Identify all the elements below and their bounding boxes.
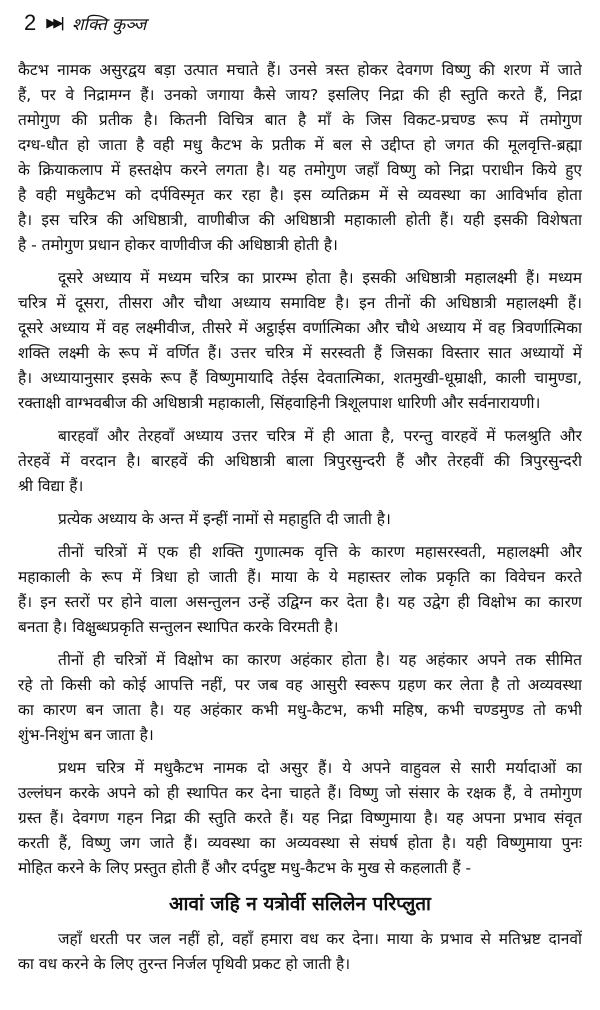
text-line: तीनों चरित्रों में एक ही शक्ति गुणात्मक वृत्ति के कारण महासरस्वती, महालक्ष्मी और xyxy=(58,543,582,561)
page-number: 2 xyxy=(24,10,37,35)
text-line: रहे तो किसी को कोई आपत्ति नहीं, पर जब वह आसुरी स्वरूप ग्रहण कर लेता है तो अव्यवस्था xyxy=(18,676,582,694)
verse-heading: आवां जहि न यत्रोर्वी सलिलेन परिप्लुता xyxy=(169,893,431,915)
text-line: दूसरे अध्याय में वह लक्ष्मीवीज, तीसरे में अट्ठाईस वर्णात्मिका और चौथे अध्याय में वह त्रिवर्णात्मिका xyxy=(18,319,582,337)
text-line: बारहवाँ और तेरहवाँ अध्याय उत्तर चरित्र में ही आता है, परन्तु वारहवें में फलश्रुति और xyxy=(58,427,582,445)
text-line: का वध करने के लिए तुरन्त निर्जल पृथिवी प्रकट हो जाती है। xyxy=(18,955,351,973)
text-line: महाकाली के रूप में त्रिधा हो जाती हैं। माया के ये महास्तर लोक प्रकृति का विवेचन करते xyxy=(18,568,582,586)
text-line: प्रत्येक अध्याय के अन्त में इन्हीं नामों से महाहुति दी जाती है। xyxy=(58,510,391,528)
text-line: प्रथम चरित्र में मधुकैटभ नामक दो असुर हैं। ये अपने वाहुवल से सारी मर्यादाओं का xyxy=(58,759,582,777)
text-line: हैं, पर वे निद्रामग्न हैं। उनको जगाया कैसे जाय? इसलिए निद्रा की ही स्तुति करते हैं, निद्रा xyxy=(18,86,582,104)
text-line: हैं। इन स्तरों पर होने वाला असन्तुलन उन्हें उद्विग्न कर देता है। यह उद्वेग ही विक्षोभ का कारण xyxy=(18,593,582,611)
text-line: दूसरे अध्याय में मध्यम चरित्र का प्रारम्भ होता है। इसकी अधिष्ठात्री महालक्ष्मी हैं। मध्यम xyxy=(58,269,582,287)
text-line: करती हैं, विष्णु जग जाते हैं। व्यवस्था का अव्यवस्था से संघर्ष होता है। यही विष्णुमाया पुनः xyxy=(18,834,582,852)
text-line: है वही मधुकैटभ को दर्पविस्मृत कर रहा है। इस व्यतिक्रम में से व्यवस्था का आविर्भाव होता xyxy=(18,186,582,204)
text-line: चरित्र में दूसरा, तीसरा और चौथा अध्याय समाविष्ट है। इन तीनों की अधिष्ठात्री महालक्ष्मी हैं। xyxy=(18,294,582,312)
paragraph xyxy=(18,266,582,416)
text-line: उल्लंघन करके अपने को ही स्थापित कर देना चाहते हैं। विष्णु जो संसार के रक्षक हैं, वे तमोगुण xyxy=(18,784,582,802)
text-line: है - तमोगुण प्रधान होकर वाणीवीज की अधिष्ठात्री होती है। xyxy=(18,236,338,254)
text-line: शुंभ-निशुंभ बन जाता है। xyxy=(18,726,154,744)
paragraph xyxy=(18,927,582,977)
page-header xyxy=(24,10,146,36)
paragraph xyxy=(18,540,582,640)
text-line: तमोगुण की प्रतीक है। कितनी विचित्र बात है माँ के जिस विकट-प्रचण्ड रूप में तमोगुण xyxy=(18,111,582,129)
paragraph xyxy=(18,424,582,499)
double-arrow-icon: ▶▶| xyxy=(46,15,62,31)
text-line: जहाँ धरती पर जल नहीं हो, वहाँ हमारा वध कर देना। माया के प्रभाव से मतिभ्रष्ट दानवों xyxy=(58,930,582,948)
text-line: का कारण बन जाता है। यह अहंकार कभी मधु-कैटभ, कभी महिष, कभी चण्डमुण्ड तो कभी xyxy=(18,701,582,719)
text-line: तेरहवें में वरदान है। बारहवें की अधिष्ठात्री बाला त्रिपुरसुन्दरी हैं और तेरहवीं की त्रिपुरसुन्दरी xyxy=(18,452,582,470)
text-line: है। अध्यायानुसार इसके रूप हैं विष्णुमायादि तेईस देवतात्मिका, शतमुखी-धूम्राक्षी, काली चामुण्डा, xyxy=(18,369,582,387)
text-line: तीनों ही चरित्रों में विक्षोभ का कारण अहंकार होता है। यह अहंकार अपने तक सीमित xyxy=(58,651,582,669)
text-line: मोहित करने के लिए प्रस्तुत होती हैं और दर्पदुष्ट मधु-कैटभ के मुख से कहलाती हैं - xyxy=(18,859,472,877)
paragraph xyxy=(18,756,582,881)
paragraph xyxy=(18,58,582,258)
text-line: है। इस चरित्र की अधिष्ठात्री, वाणीबीज की अधिष्ठात्री महाकाली होती हैं। यही इसकी विशेषता xyxy=(18,211,582,229)
text-line: बनता है। विक्षुब्धप्रकृति सन्तुलन स्थापित करके विरमती है। xyxy=(18,618,339,636)
text-line: दग्ध-धौत हो जाता है वही मधु कैटभ के प्रतीक में बल से उद्दीप्त हो जगत की मूलवृत्ति-ब्रह्मा xyxy=(18,136,582,154)
page-body xyxy=(18,58,582,985)
text-line: शक्ति लक्ष्मी के रूप में वर्णित हैं। उत्तर चरित्र में सरस्वती हैं जिसका विस्तार सात अध्यायों में xyxy=(18,344,582,362)
paragraph xyxy=(18,507,582,532)
paragraph xyxy=(18,648,582,748)
text-line: श्री विद्या हैं। xyxy=(18,477,84,495)
text-line: के क्रियाकलाप में हस्तक्षेप करने लगता है। यह तमोगुण जहाँ विष्णु को निद्रा पराधीन किये हुए xyxy=(18,161,582,179)
text-line: कैटभ नामक असुरद्वय बड़ा उत्पात मचाते हैं। उनसे त्रस्त होकर देवगण विष्णु की शरण में जाते xyxy=(18,61,582,79)
text-line: ग्रस्त हैं। देवगण गहन निद्रा की स्तुति करते हैं। यह निद्रा विष्णुमाया है। यह अपना प्रभाव संवृत xyxy=(18,809,582,827)
text-line: रक्ताक्षी वाग्भवबीज की अधिष्ठात्री महाकाली, सिंहवाहिनी त्रिशूलपाश धारिणी और सर्वनारायणी। xyxy=(18,394,541,412)
running-title: शक्ति कुञ्ज xyxy=(72,14,147,35)
